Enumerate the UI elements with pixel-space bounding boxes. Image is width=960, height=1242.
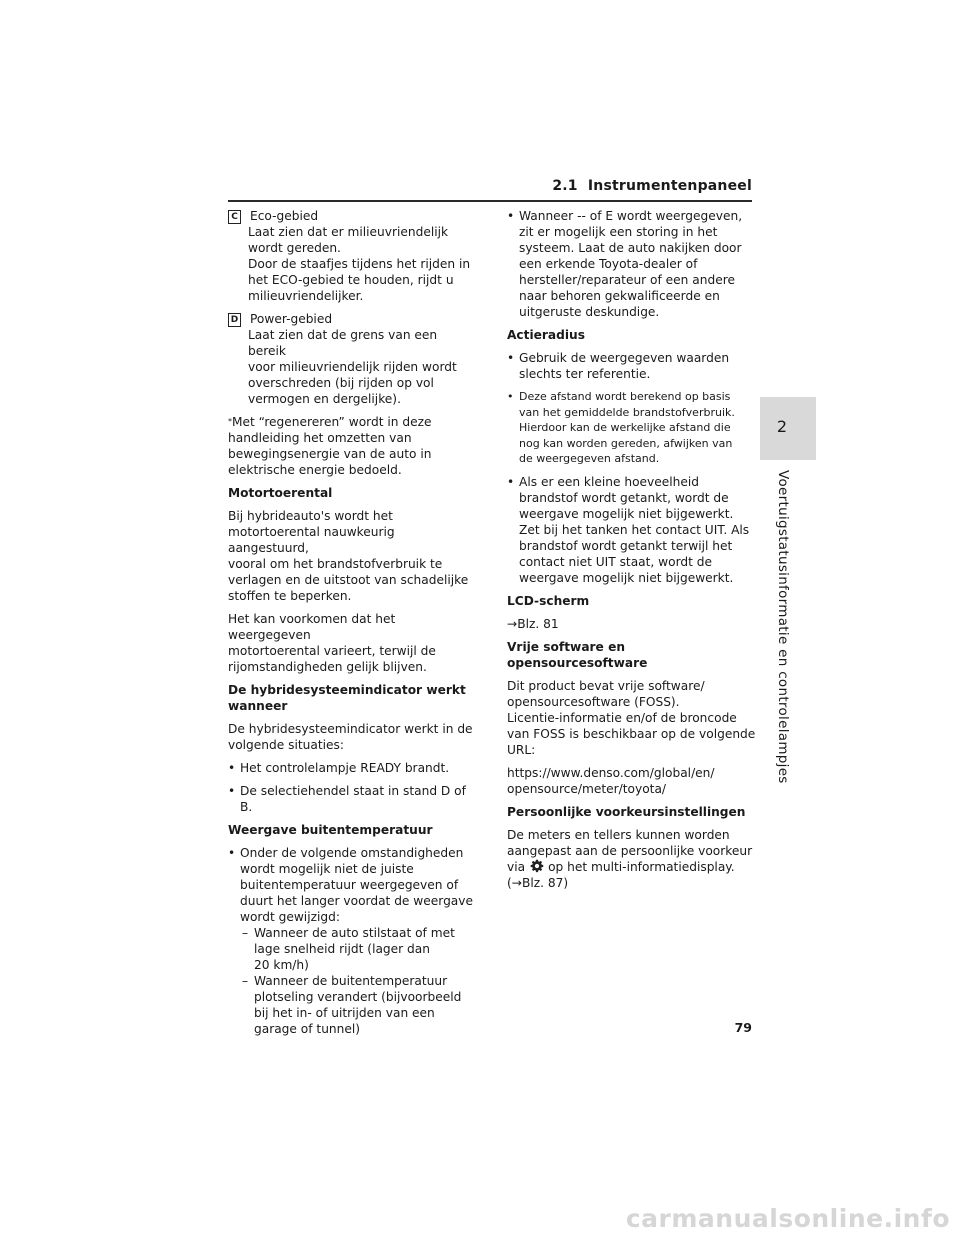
temp-dash-1 (228, 925, 478, 973)
item-c-text: Laat zien dat er milieuvriendelijk wordt gereden. Door de staafjes tijdens het rijden in het ECO-gebied te houden, rijdt u milieuvriendelijker. (248, 225, 471, 303)
lcd-page-reference[interactable]: →Blz. 81 (507, 616, 559, 631)
temp-bullet-1-text: • Onder de volgende omstandigheden wordt mogelijk niet de juiste buitentemperatuur weergegeven of duurt het langer voordat de weergave wordt gewijzigd: (240, 846, 473, 924)
chapter-number: 2 (776, 417, 788, 436)
heading-motortoerental: Motortoerental (228, 486, 333, 500)
motor-paragraph-1: Bij hybrideauto's wordt het motortoerental nauwkeurig aangestuurd, vooral om het brandstofverbruik te verlagen en de uitstoot van schadelijke stoffen te beperken. (228, 509, 469, 603)
heading-hybrid-indicator: De hybridesysteemindicator werkt wanneer (228, 683, 466, 713)
range-bullet-3: • Als er een kleine hoeveelheid brandstof wordt getankt, wordt de weergave mogelijk niet bijgewerkt. Zet bij het tanken het contact UIT. Als brandstof wordt getankt terwijl het contact niet UIT staat, wordt de weergave mogelijk niet bijgewerkt. (507, 474, 757, 586)
hybrid-bullet-1: • Het controlelampje READY brandt. (228, 760, 478, 776)
dash-mark: – (242, 926, 249, 940)
personal-settings-paragraph (507, 827, 757, 891)
heading-foss: Vrije software en opensourcesoftware (507, 639, 648, 670)
heading-personal-settings: Persoonlijke voorkeursinstellingen (507, 804, 746, 819)
right-column (507, 208, 757, 898)
dash-mark: – (242, 974, 249, 988)
footnote-text: Met “regenereren” wordt in deze handleiding het omzetten van bewegingsenergie van de auto in elektrische energie bedoeld. (228, 415, 432, 477)
temp-dash-2-text: Wanneer de buitentemperatuur plotseling verandert (bijvoorbeeld bij het in- of uitrijden van een garage of tunnel) (254, 974, 462, 1036)
heading-actieradius: Actieradius (507, 328, 585, 342)
item-c (228, 208, 478, 304)
temp-bullet-1 (228, 845, 478, 925)
temp-dash-2 (228, 973, 478, 1037)
motor-paragraph-2: Het kan voorkomen dat het weergegeven motortoerental varieert, terwijl de rijomstandigheden gelijk blijven. (228, 612, 436, 674)
hybrid-paragraph: De hybridesysteemindicator werkt in de volgende situaties: (228, 722, 473, 752)
watermark: carmanualsonline.info (625, 1204, 950, 1233)
footnote (228, 414, 478, 478)
footnote-mark: * (228, 417, 232, 426)
range-bullet-2: • Deze afstand wordt berekend op basis van het gemiddelde brandstofverbruik. Hierdoor kan de werkelijke afstand die nog kan worden gereden, afwijken van de weergegeven afstand. (507, 389, 757, 467)
item-c-title: Eco-gebied (250, 209, 319, 223)
chapter-label (775, 470, 795, 784)
page-number: 79 (734, 1020, 752, 1035)
item-d-text: Laat zien dat de grens van een bereik voor milieuvriendelijk rijden wordt overschreden (bij rijden op vol vermogen en dergelijke). (248, 328, 457, 406)
temp-dash-1-text: Wanneer de auto stilstaat of met lage snelheid rijdt (lager dan 20 km/h) (254, 926, 455, 972)
page-header (228, 178, 752, 200)
chapter-label-text: Voertuigstatusinformatie en controlelampjes (775, 470, 791, 784)
after-icon-text: op het multi-informatiedisplay. (548, 859, 735, 874)
via-text: via (507, 859, 526, 874)
header-title: 2.1 Instrumentenpaneel (552, 178, 752, 194)
personal-settings-page-reference[interactable]: (→Blz. 87) (507, 875, 569, 890)
header-rule (228, 200, 752, 202)
foss-url[interactable]: https://www.denso.com/global/en/ opensource/meter/toyota/ (507, 765, 715, 796)
e-display-bullet: • Wanneer -- of E wordt weergegeven, zit er mogelijk een storing in het systeem. Laat de auto nakijken door een erkende Toyota-dealer of hersteller/reparateur of een andere naar behoren gekwalificeerde en uitgeruste deskundige. (507, 208, 757, 320)
heading-outside-temperature: Weergave buitentemperatuur (228, 823, 433, 837)
item-d-title: Power-gebied (250, 312, 333, 326)
personal-settings-text: De meters en tellers kunnen worden aangepast aan de persoonlijke voorkeur (507, 827, 753, 858)
range-bullet-1: • Gebruik de weergegeven waarden slechts ter referentie. (507, 350, 757, 382)
hybrid-bullet-2: • De selectiehendel staat in stand D of B. (228, 783, 478, 815)
foss-paragraph: Dit product bevat vrije software/ opensourcesoftware (FOSS). Licentie-informatie en/of de broncode van FOSS is beschikbaar op de volgende URL: (507, 678, 756, 757)
heading-lcd: LCD-scherm (507, 593, 590, 608)
gear-icon (530, 859, 544, 873)
letter-box-c: C (228, 210, 241, 224)
left-column (228, 208, 478, 1037)
item-d (228, 311, 478, 407)
letter-box-d: D (228, 313, 241, 327)
